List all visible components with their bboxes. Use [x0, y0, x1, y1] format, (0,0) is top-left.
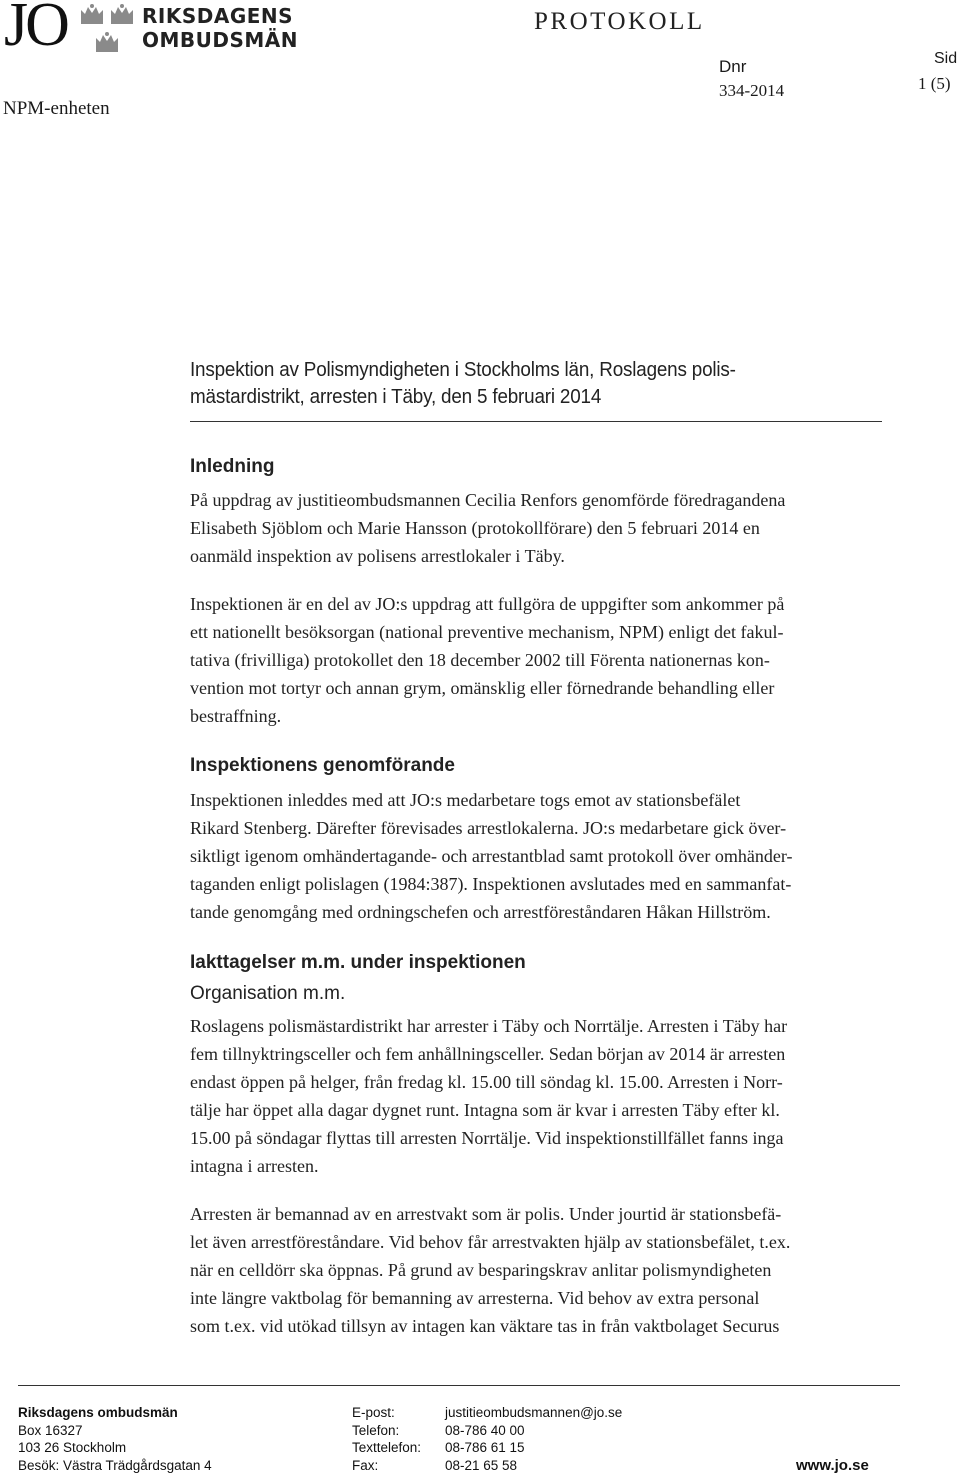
document-type: PROTOKOLL [534, 8, 705, 35]
logo-letters: JO [4, 0, 67, 59]
dnr-label: Dnr [719, 57, 747, 76]
three-crowns-icon [78, 2, 138, 58]
footer-textphone: 08-786 61 15 [445, 1440, 525, 1455]
footer-address [18, 1404, 212, 1474]
logo-name: RIKSDAGENS OMBUDSMÄN [142, 4, 299, 52]
department-unit: NPM-enheten [3, 98, 110, 119]
heading-inledning: Inledning [190, 456, 275, 477]
jo-logo [4, 2, 304, 64]
heading-iakttagelser: Iakttagelser m.m. under inspektionen [190, 952, 526, 973]
footer-org-name: Riksdagens ombudsmän [18, 1405, 178, 1420]
footer-contact-values [445, 1404, 622, 1474]
paragraph: På uppdrag av justitieombudsmannen Cecilia Renfors genomförde föredragandena Elisabeth Sjöblom och Marie Hansson (protokollförare) den 5 februari 2014 en oanmäld inspektion av polisens arrestlokaler i Täby. [190, 490, 786, 566]
footer-postal: 103 26 Stockholm [18, 1440, 127, 1455]
heading-genomforande: Inspektionens genomförande [190, 755, 455, 776]
document-title: Inspektion av Polismyndigheten i Stockholms län, Roslagens polis- mästardistrikt, arresten i Täby, den 5 februari 2014 [190, 358, 736, 408]
footer-visit: Besök: Västra Trädgårdsgatan 4 [18, 1457, 212, 1473]
footer-fax: 08-21 65 58 [445, 1457, 518, 1473]
footer-email[interactable]: justitieombudsmannen@jo.se [445, 1405, 623, 1420]
paragraph: Inspektionen inleddes med att JO:s medarbetare togs emot av stationsbefälet Rikard Stenberg. Därefter förevisades arrestlokalerna. JO:s medarbetare gick över- siktligt igenom omhändertagande- och arrestantblad samt protokoll över omhänder- taganden enligt polislagen (1984:387). Inspektionen avslutades med en sammanfat- tande genomgång med ordningschefen och arrestföreståndaren Håkan Hillström. [190, 790, 793, 922]
footer-phone: 08-786 40 00 [445, 1422, 525, 1438]
title-divider [190, 421, 882, 422]
footer-website-link[interactable]: www.jo.se [796, 1457, 869, 1474]
page-label: Sid [934, 50, 958, 67]
paragraph: Inspektionen är en del av JO:s uppdrag att fullgöra de uppgifter som ankommer på ett nationellt besöksorgan (national preventive mechanism, NPM) enligt det fakul- tativa (frivilliga) protokollet den 18 december 2002 till Förenta nationernas kon- vention mot tortyr och annan grym, omänsklig eller förnedrande behandling eller bestraffning. [190, 594, 785, 726]
paragraph: Arresten är bemannad av en arrestvakt som är polis. Under jourtid är stationsbefä- let även arrestföreståndare. Vid behov får arrestvakten hjälp av stationsbefälet, t.ex. när en celldörr ska öppnas. På grund av besparingskrav anlitar polismyndigheten inte längre vaktbolag för bemanning av arresterna. Vid behov av extra personal som t.ex. vid utökad tillsyn av intagen kan väktare tas in från vaktbolaget Securus [190, 1204, 791, 1336]
page-number: 1 (5) [918, 74, 951, 93]
dnr-value: 334-2014 [719, 81, 785, 100]
footer-divider [18, 1385, 900, 1386]
footer-box: Box 16327 [18, 1422, 83, 1438]
subheading-organisation: Organisation m.m. [190, 983, 346, 1004]
footer-contact-labels: E-post: Telefon: Texttelefon: Fax: [352, 1405, 422, 1473]
paragraph: Roslagens polismästardistrikt har arrester i Täby och Norrtälje. Arresten i Täby har fem tillnyktringsceller och fem anhållningsceller. Sedan början av 2014 är arresten endast öppen på helger, från fredag kl. 15.00 till söndag kl. 15.00. Arresten i Norr- tälje har öppet alla dagar dygnet runt. Intagna som är kvar i arresten Täby efter kl. 15.00 på söndagar flyttas till arresten Norrtälje. Vid inspektionstillfället fanns inga intagna i arresten. [190, 1016, 788, 1176]
